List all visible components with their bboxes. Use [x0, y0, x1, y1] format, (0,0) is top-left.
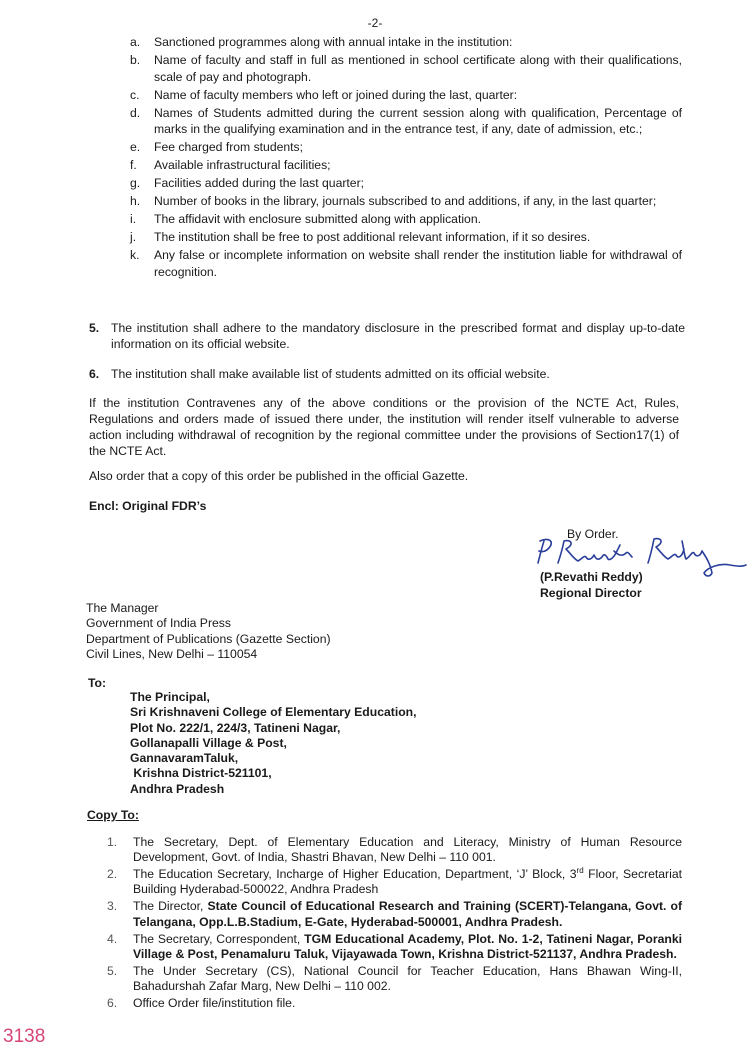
copy-text-bold: State Council of Educational Research and Training (SCERT)-Telangana, Govt. of Telangana, Opp.L.B.Stadium, E-Gate, Hyderabad-500001, Andhra Pradesh. [133, 899, 682, 929]
item-text: The affidavit with enclosure submitted along with application. [154, 212, 481, 227]
item-letter: c. [130, 87, 140, 102]
list-item [130, 247, 682, 280]
list-item [130, 87, 682, 104]
item-text: Facilities added during the last quarter; [154, 176, 365, 191]
by-order-label: By Order. [567, 527, 619, 541]
item-letter: h. [130, 194, 141, 209]
copy-item [107, 899, 682, 930]
item-text: Any false or incomplete information on website shall render the institution liable for withdrawal of recognition. [154, 248, 682, 279]
copy-text-b: Floor, Secretariat Building Hyderabad-500022, Andhra Pradesh [133, 867, 682, 897]
copy-item [107, 932, 682, 963]
ordinal-suffix: rd [576, 866, 584, 876]
enclosure-line: Encl: Original FDR’s [89, 499, 207, 513]
item-letter: k. [130, 248, 140, 263]
gazette-paragraph: Also order that a copy of this order be published in the official Gazette. [89, 469, 469, 483]
address-line: Department of Publications (Gazette Section) [86, 631, 331, 646]
copy-item [107, 835, 682, 866]
copy-text: The Secretary, Dept. of Elementary Education and Literacy, Ministry of Human Resource Development, Govt. of India, Shastri Bhavan, New Delhi – 110 001. [133, 835, 682, 865]
item-letter: i. [130, 212, 137, 227]
item-text: Names of Students admitted during the current session along with qualification, Percentage of marks in the qualifying examination and in the entrance test, if any, date of admission, etc.; [154, 105, 682, 137]
item-letter: b. [130, 52, 141, 67]
copy-item [107, 996, 682, 1011]
stamp-number: 3138 [3, 1026, 46, 1047]
copy-number: 3. [107, 899, 118, 914]
list-item [130, 157, 682, 174]
address-line: Gollanapalli Village & Post, [130, 735, 287, 750]
copy-text: The Under Secretary (CS), National Council for Teacher Education, Hans Bhawan Wing-II, Bahadurshah Zafar Marg, New Delhi – 110 002. [133, 963, 682, 994]
address-line: The Principal, [130, 690, 210, 704]
address-line: GannavaramTaluk, [130, 751, 239, 766]
copy-to-list [107, 835, 682, 1013]
copy-number: 1. [107, 835, 118, 849]
item-text: Number of books in the library, journals subscribed to and additions, if any, in the last quarter; [154, 194, 657, 209]
list-item [130, 52, 682, 85]
address-line: The Manager [86, 601, 159, 615]
list-item [130, 211, 682, 228]
list-item [130, 105, 682, 138]
clause-number: 6. [89, 367, 100, 381]
item-text: Sanctioned programmes along with annual intake in the institution: [154, 35, 513, 49]
manager-address [86, 601, 331, 662]
signer-block [540, 570, 643, 601]
list-item [130, 193, 682, 210]
clause-number: 5. [89, 321, 100, 335]
copy-text-bold: TGM Educational Academy, Plot. No. 1-2, Tatineni Nagar, Poranki Village & Post, Penamaluru Taluk, Vijayawada Town, Krishna District-521137, Andhra Pradesh. [133, 931, 682, 961]
item-text: Name of faculty members who left or joined during the last, quarter: [154, 87, 518, 102]
item-letter: j. [130, 230, 137, 245]
item-letter: d. [130, 105, 141, 120]
list-item [130, 175, 682, 192]
address-line: Plot No. 222/1, 224/3, Tatineni Nagar, [130, 720, 341, 735]
item-text: Available infrastructural facilities; [154, 158, 331, 173]
clause-text: The institution shall make available list of students admitted on its official website. [111, 367, 550, 381]
copy-number: 5. [107, 963, 118, 978]
address-line: Andhra Pradesh [130, 781, 225, 796]
address-line: Government of India Press [86, 616, 231, 631]
clause-text: The institution shall adhere to the mandatory disclosure in the prescribed format and display up-to-date information on its official website. [111, 321, 685, 351]
copy-number: 4. [107, 931, 118, 946]
copy-item [107, 867, 682, 898]
list-item [130, 229, 682, 246]
copy-number: 2. [107, 867, 118, 882]
item-letter: e. [130, 140, 141, 155]
item-letter: a. [130, 35, 141, 49]
item-text: The institution shall be free to post additional relevant information, if it so desires. [154, 230, 591, 245]
recipient-address [130, 690, 416, 797]
list-item [130, 139, 682, 156]
disclosure-items-list [130, 34, 682, 282]
address-line: Civil Lines, New Delhi – 110054 [86, 646, 258, 661]
clause-6 [89, 366, 685, 382]
signer-title: Regional Director [540, 585, 642, 600]
to-label: To: [88, 676, 107, 690]
address-line: Sri Krishnaveni College of Elementary Education, [130, 705, 417, 720]
copy-text-a: The Education Secretary, Incharge of Higher Education, Department, ‘J’ Block, 3 [133, 867, 577, 882]
item-letter: g. [130, 176, 141, 191]
copy-text-a: The Secretary, Correspondent, [133, 931, 305, 946]
copy-to-heading: Copy To: [87, 808, 139, 822]
copy-item [107, 964, 682, 995]
clause-5 [89, 320, 685, 352]
copy-text: Office Order file/institution file. [133, 995, 296, 1010]
item-letter: f. [130, 158, 137, 173]
item-text: Fee charged from students; [154, 140, 304, 155]
contravention-paragraph: If the institution Contravenes any of the above conditions or the provision of the NCTE Act, Rules, Regulations and orders made of issued there under, the institution will render itself vulnerable to adverse action including withdrawal of recognition by the regional committee under the provisions of Section17(1) of the NCTE Act. [89, 396, 679, 458]
list-item [130, 34, 682, 51]
copy-number: 6. [107, 995, 118, 1010]
address-line: Krishna District-521101, [130, 766, 272, 781]
signer-name: (P.Revathi Reddy) [540, 570, 643, 584]
page-number: -2- [367, 16, 383, 30]
copy-text-a: The Director, [133, 899, 208, 914]
item-text: Name of faculty and staff in full as mentioned in school certificate along with their qualifications, scale of pay and photograph. [154, 52, 682, 84]
